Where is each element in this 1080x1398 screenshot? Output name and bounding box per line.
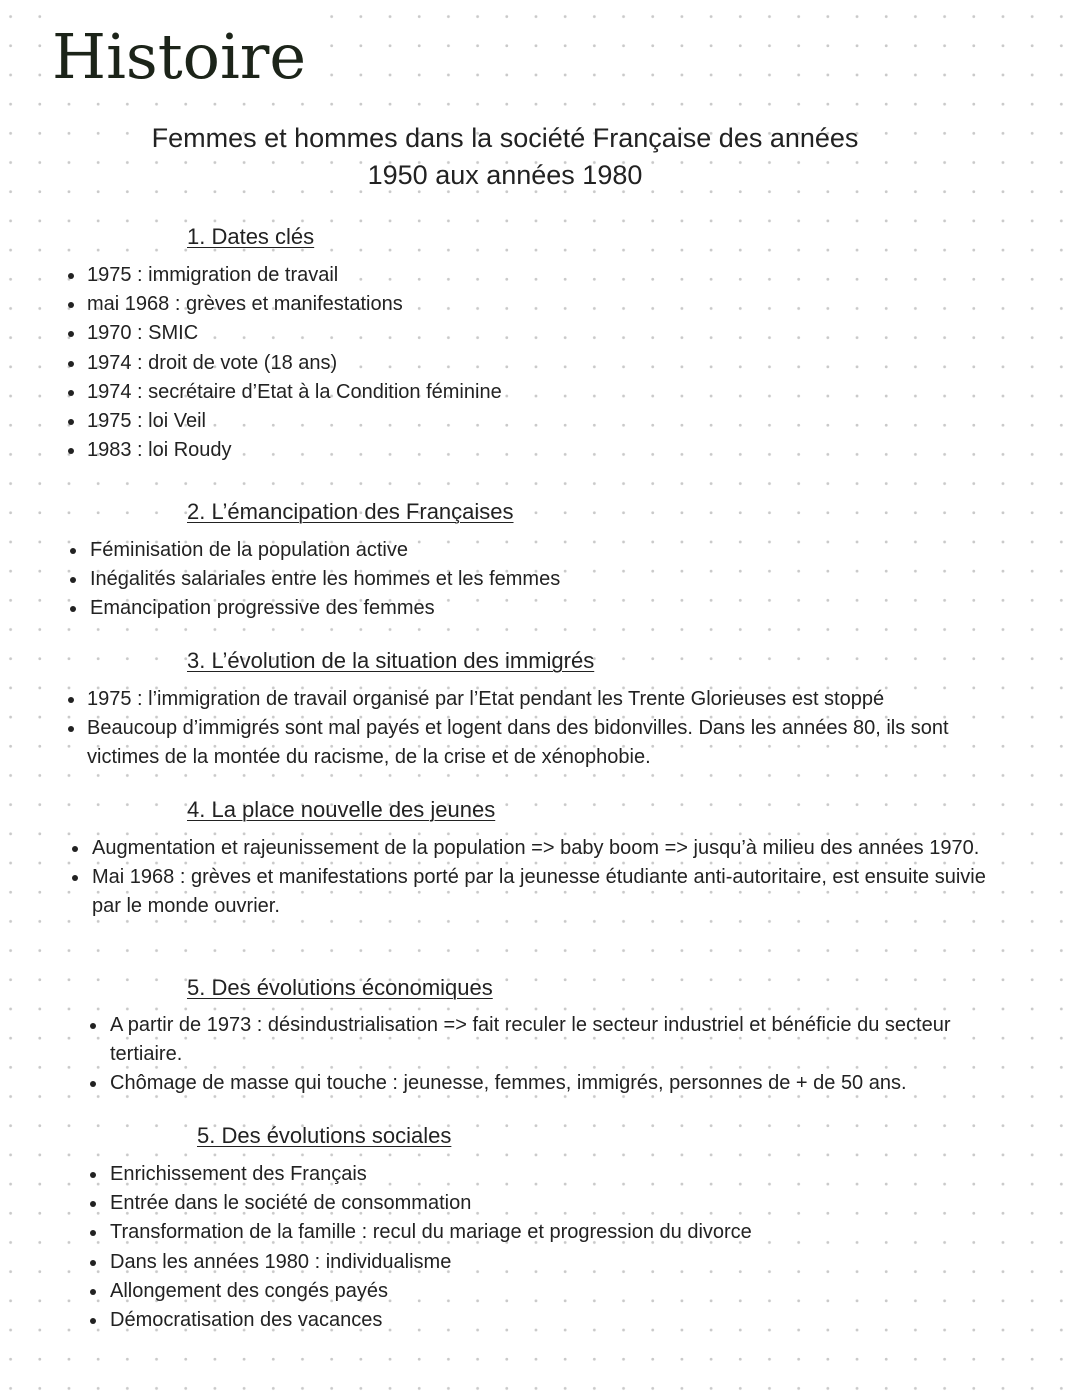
list-item: Chômage de masse qui touche : jeunesse, femmes, immigrés, personnes de + de 50 ans. — [110, 1069, 1010, 1098]
section-heading-emancipation: 2. L’émancipation des Françaises — [187, 499, 514, 524]
list-item: Transformation de la famille : recul du mariage et progression du divorce — [110, 1218, 1010, 1247]
section-heading-dates-cles: 1. Dates clés — [187, 224, 315, 249]
section-heading-economiques: 5. Des évolutions économiques — [187, 975, 493, 1000]
economiques-list — [110, 1011, 1010, 1099]
list-item: Emancipation progressive des femmes — [90, 594, 990, 623]
emancipation-list — [90, 536, 990, 624]
page-title: Histoire — [52, 14, 316, 100]
list-item: 1983 : loi Roudy — [87, 436, 987, 465]
list-item: Entrée dans le société de consommation — [110, 1189, 1010, 1218]
list-item: 1975 : immigration de travail — [87, 261, 987, 290]
list-item: Féminisation de la population active — [90, 536, 990, 565]
list-item: Démocratisation des vacances — [110, 1306, 1010, 1335]
list-item: 1975 : loi Veil — [87, 407, 987, 436]
dates-cles-list — [87, 261, 987, 465]
section-heading-immigres: 3. L’évolution de la situation des immigrés — [187, 648, 595, 673]
list-item: mai 1968 : grèves et manifestations — [87, 290, 987, 319]
immigres-list — [87, 685, 1012, 773]
list-item: Enrichissement des Français — [110, 1160, 1010, 1189]
list-item: Dans les années 1980 : individualisme — [110, 1248, 1010, 1277]
document-title-line-1: Femmes et hommes dans la société Française des années — [151, 123, 859, 153]
jeunes-list — [92, 834, 992, 922]
section-heading-jeunes: 4. La place nouvelle des jeunes — [187, 797, 496, 822]
list-item: Allongement des congés payés — [110, 1277, 1010, 1306]
list-item: 1970 : SMIC — [87, 319, 987, 348]
list-item: 1975 : l’immigration de travail organisé par l’Etat pendant les Trente Glorieuses est stoppé — [87, 685, 1012, 714]
list-item: Mai 1968 : grèves et manifestations porté par la jeunesse étudiante anti-autoritaire, est ensuite suivie par le monde ouvrier. — [92, 863, 992, 921]
list-item: Beaucoup d’immigrés sont mal payés et logent dans des bidonvilles. Dans les années 80, ils sont victimes de la montée du racisme, de la crise et de xénophobie. — [87, 714, 1012, 772]
list-item: A partir de 1973 : désindustrialisation => fait reculer le secteur industriel et bénéficie du secteur tertiaire. — [110, 1011, 1010, 1069]
list-item: 1974 : droit de vote (18 ans) — [87, 349, 987, 378]
section-heading-sociales: 5. Des évolutions sociales — [197, 1123, 452, 1148]
document-title-line-2: 1950 aux années 1980 — [367, 160, 643, 190]
document-title — [100, 120, 910, 194]
sociales-list — [110, 1160, 1010, 1335]
list-item: Augmentation et rajeunissement de la population => baby boom => jusqu’à milieu des années 1970. — [92, 834, 992, 863]
list-item: Inégalités salariales entre les hommes et les femmes — [90, 565, 990, 594]
list-item: 1974 : secrétaire d’Etat à la Condition féminine — [87, 378, 987, 407]
